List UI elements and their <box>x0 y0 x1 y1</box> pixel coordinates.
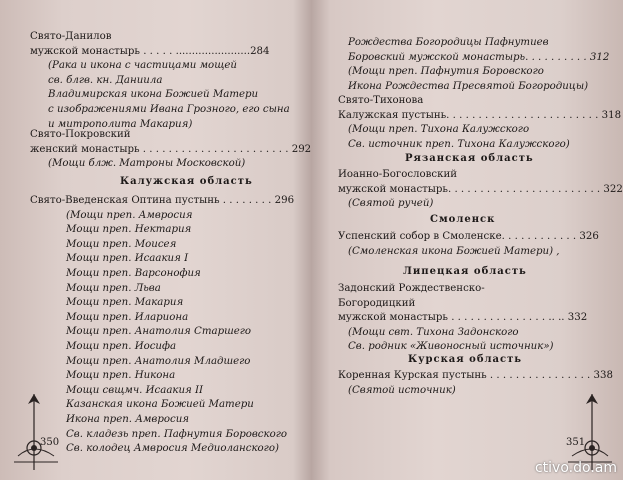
left-entry-line: Мощи преп. Илариона <box>66 311 189 323</box>
right-entry-line: Икона Рождества Пресвятой Богородицы) <box>348 80 589 92</box>
left-entry-line: Свято-Введенская Оптина пустынь . . . . . . . . 296 <box>30 195 295 206</box>
left-entry-line: (Мощи блж. Матроны Московской) <box>48 158 246 170</box>
left-entry-line: Казанская икона Божией Матери <box>66 399 254 411</box>
left-entry-line: женский монастырь . . . . . . . . . . . . . . . . . . . . . . . 292 <box>30 143 312 155</box>
left-entry-line: Свято-Данилов <box>30 31 112 42</box>
right-entry-line: Калужская пустынь. . . . . . . . . . . . . . . . . . . . . . . . 318 <box>338 109 622 121</box>
left-entry-line: Св. кладезь преп. Пафнутия Боровского <box>66 428 287 440</box>
right-entry-line: (Мощи свт. Тихона Задонского <box>348 326 519 338</box>
left-entry-line: Мощи преп. Льва <box>66 282 161 294</box>
right-entry-line: Св. родник «Живоносный источник») <box>348 341 554 353</box>
right-entry-line: (Святой ручей) <box>348 198 434 210</box>
right-entry-line: мужской монастырь . . . . . . . . . . . . . . . .. .. 332 <box>338 312 588 324</box>
right-section-heading: Смоленск <box>430 214 496 225</box>
right-entry-line: Иоанно-Богословский <box>338 169 458 180</box>
right-section-heading: Курская область <box>408 354 523 365</box>
right-entry-line: Боровский мужской монастырь. . . . . . . . . . 312 <box>348 51 610 63</box>
corner-ornament-left-icon <box>14 392 58 472</box>
page-number-right: 351 <box>566 437 586 448</box>
right-entry-line: (Мощи преп. Пафнутия Боровского <box>348 66 544 78</box>
right-entry-line: Свято-Тихонова <box>338 95 424 106</box>
left-entry-line: Мощи преп. Исаакия I <box>66 253 189 265</box>
right-section-heading: Липецкая область <box>403 266 527 277</box>
left-entry-line: Мощи преп. Никона <box>66 370 176 382</box>
left-entry-line: Мощи преп. Моисея <box>66 238 177 250</box>
right-entry-line: мужской монастырь. . . . . . . . . . . . . . . . . . . . . . . . 322 <box>338 183 623 195</box>
left-entry-line: Икона преп. Амвросия <box>66 414 190 425</box>
left-entry-line: Владимирская икона Божией Матери <box>48 89 259 101</box>
page-number-left: 350 <box>40 437 60 448</box>
right-entry-line: Богородицкий <box>338 297 416 309</box>
left-entry-line: Мощи свщмч. Исаакия II <box>66 384 204 396</box>
watermark: ctivo.do.am <box>534 460 617 476</box>
right-entry-line: Рождества Богородицы Пафнутиев <box>348 37 549 48</box>
left-entry-line: Мощи преп. Анатолия Старшего <box>66 326 252 338</box>
right-entry-line: Задонский Рождественско- <box>338 283 485 294</box>
left-entry-line: (Мощи преп. Амвросия <box>66 209 193 221</box>
left-entry-line: Свято-Покровский <box>30 129 131 140</box>
left-entry-line: Св. колодец Амвросия Медиоланского) <box>66 443 279 455</box>
left-section-heading: Калужская область <box>120 176 253 187</box>
left-entry-line: Мощи преп. Макария <box>66 297 184 309</box>
left-entry-line: Мощи преп. Анатолия Младшего <box>66 355 251 367</box>
right-section-heading: Рязанская область <box>405 153 534 164</box>
right-entry-line: Св. источник преп. Тихона Калужского) <box>348 138 570 150</box>
left-entry-line: и митрополита Макария) <box>48 118 193 130</box>
right-entry-line: (Смоленская икона Божией Матери) , <box>348 245 560 257</box>
right-entry-line: (Мощи преп. Тихона Калужского <box>348 124 530 136</box>
left-entry-line: Мощи преп. Нектария <box>66 224 192 236</box>
right-entry-line: Успенский собор в Смоленске. . . . . . . . . . . . 326 <box>338 231 599 242</box>
right-entry-line: Коренная Курская пустынь . . . . . . . . . . . . . . . . 338 <box>338 370 613 381</box>
left-entry-line: (Рака и икона с частицами мощей <box>48 60 237 72</box>
left-entry-line: св. блгв. кн. Даниила <box>48 74 163 86</box>
left-entry-line: мужской монастырь . . . . . .......................284 <box>30 45 270 57</box>
left-entry-line: Мощи преп. Варсонофия <box>66 268 201 279</box>
left-entry-line: Мощи преп. Иосифа <box>66 341 177 352</box>
left-entry-line: с изображениями Ивана Грозного, его сына <box>48 104 290 115</box>
right-entry-line: (Святой источник) <box>348 384 456 396</box>
